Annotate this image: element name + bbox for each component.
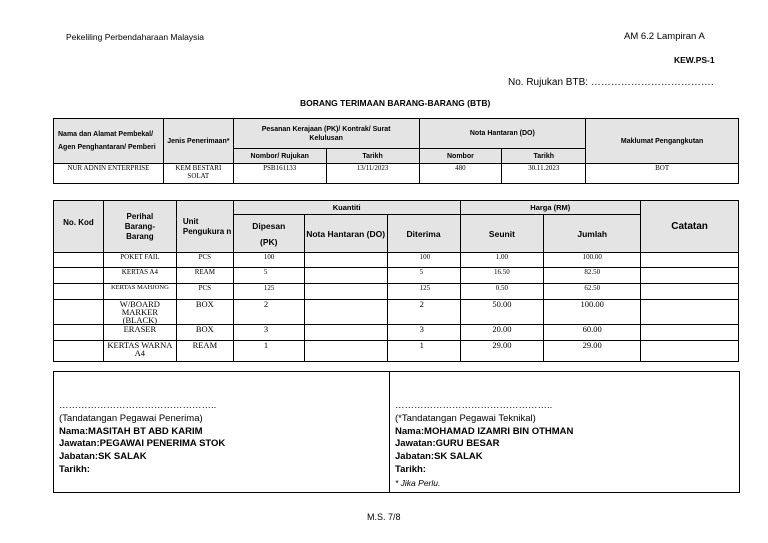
technical-nama: Nama:MOHAMAD IZAMRI BIN OTHMAN [395,425,574,437]
pk-tarikh-value: 13/11/2023 [326,164,419,184]
catatan-cell [641,300,739,325]
kod-cell [54,300,104,325]
perihal-cell: KERTAS MAHJONG [103,284,176,300]
header-unit: Unit Pengukura n [176,201,233,253]
dipesan-cell: 125 [233,284,304,300]
header-tarikh-pk: Tarikh [326,149,419,164]
perihal-cell: KERTAS WARNA A4 [103,341,176,362]
unit-cell: BOX [176,300,233,325]
signature-box [53,371,740,493]
header-jenis-penerimaan: Jenis Penerimaan* [163,119,233,164]
catatan-cell [641,284,739,300]
jumlah-cell: 29.00 [544,341,641,362]
diterima-cell: 2 [387,300,460,325]
header-nota-do: Nota Hantaran (DO) [304,215,387,253]
unit-cell: BOX [176,325,233,341]
unit-cell: REAM [176,341,233,362]
supplier-name: NUR ADNIN ENTERPRISE [54,164,164,184]
diterima-cell: 100 [387,253,460,268]
catatan-cell [641,253,739,268]
items-table [53,200,739,362]
header-seunit: Seunit [460,215,544,253]
header-tarikh-do: Tarikh [502,149,586,164]
dipesan-cell: 5 [233,268,304,284]
technical-jawatan: Jawatan:GURU BESAR [395,438,500,450]
diterima-cell: 5 [387,268,460,284]
table-row [54,341,739,362]
nota-cell [304,253,387,268]
header-perihal: Perihal Barang-Barang [103,201,176,253]
jumlah-cell: 100.00 [544,253,641,268]
unit-cell: PCS [176,253,233,268]
jumlah-cell: 82.50 [544,268,641,284]
jenis-penerimaan-value: KEM BESTARI SOLAT [163,164,233,184]
technical-tarikh: Tarikh: [395,463,426,475]
header-dipesan-pk: (PK) [260,236,278,247]
seunit-cell: 1.00 [460,253,544,268]
header-right-text: AM 6.2 Lampiran A [624,31,705,42]
diterima-cell: 3 [387,325,460,341]
catatan-cell [641,341,739,362]
seunit-cell: 50.00 [460,300,544,325]
table-row [54,268,739,284]
technical-caption: (*Tandatangan Pegawai Teknikal) [395,412,536,424]
nota-cell [304,325,387,341]
header-dipesan [233,215,304,253]
jumlah-cell: 100.00 [544,300,641,325]
supplier-table [53,118,739,184]
maklumat-value: BOT [586,164,739,184]
technical-signature-block [395,400,735,490]
nota-cell [304,284,387,300]
dipesan-cell: 100 [233,253,304,268]
header-catatan: Catatan [641,201,739,253]
header-dipesan-label: Dipesan [252,220,286,231]
kod-cell [54,341,104,362]
pk-rujukan-value: PSB161133 [233,164,326,184]
header-jumlah: Jumlah [544,215,641,253]
seunit-cell: 29.00 [460,341,544,362]
table-row [54,325,739,341]
catatan-cell [641,325,739,341]
header-maklumat: Maklumat Pengangkutan [586,119,739,164]
nota-cell [304,341,387,362]
table-row [54,253,739,268]
jumlah-cell: 60.00 [544,325,641,341]
table-row [54,300,739,325]
receiver-jawatan: Jawatan:PEGAWAI PENERIMA STOK [59,438,226,450]
header-pesanan: Pesanan Kerajaan (PK)/ Kontrak/ Surat Kelulusan [233,119,419,149]
technical-signature-line: ………………………………………….. [395,400,553,411]
diterima-cell: 125 [387,284,460,300]
header-nombor-do: Nombor [419,149,502,164]
perihal-cell: KERTAS A4 [103,268,176,284]
header-left-text: Pekeliling Perbendaharaan Malaysia [66,32,204,42]
header-nota-hantaran: Nota Hantaran (DO) [419,119,586,149]
seunit-cell: 20.00 [460,325,544,341]
page-number: M.S. 7/8 [367,512,401,522]
header-nombor-rujukan: Nombor/ Rujukan [233,149,326,164]
unit-cell: PCS [176,284,233,300]
perihal-cell: W/BOARD MARKER (BLACK) [103,300,176,325]
receiver-tarikh: Tarikh: [59,463,90,475]
technical-note: * Jika Perlu. [395,477,441,488]
nota-cell [304,300,387,325]
jumlah-cell: 62.50 [544,284,641,300]
catatan-cell [641,268,739,284]
signature-divider [389,372,390,492]
header-supplier: Nama dan Alamat Pembekal/ Agen Penghantaran/ Pemberi [54,119,164,164]
receiver-signature-block [59,400,384,477]
ref-number-label: No. Rujukan BTB: ………………………………. [508,77,714,88]
dipesan-cell: 2 [233,300,304,325]
form-title: BORANG TERIMAAN BARANG-BARANG (BTB) [300,98,491,108]
header-kuantiti: Kuantiti [233,201,460,215]
technical-jabatan: Jabatan:SK SALAK [395,451,483,463]
form-code: KEW.PS-1 [674,55,715,65]
perihal-cell: POKET FAIL [103,253,176,268]
seunit-cell: 16.50 [460,268,544,284]
diterima-cell: 1 [387,341,460,362]
receiver-signature-line: ………………………………………….. [59,400,217,411]
kod-cell [54,325,104,341]
kod-cell [54,284,104,300]
perihal-cell: ERASER [103,325,176,341]
header-no-kod: No. Kod [54,201,104,253]
kod-cell [54,268,104,284]
unit-cell: REAM [176,268,233,284]
seunit-cell: 0.50 [460,284,544,300]
do-tarikh-value: 30.11.2023 [502,164,586,184]
dipesan-cell: 1 [233,341,304,362]
table-row [54,284,739,300]
do-nombor-value: 480 [419,164,502,184]
kod-cell [54,253,104,268]
header-harga: Harga (RM) [460,201,641,215]
header-diterima: Diterima [387,215,460,253]
nota-cell [304,268,387,284]
dipesan-cell: 3 [233,325,304,341]
receiver-nama: Nama:MASITAH BT ABD KARIM [59,425,203,437]
receiver-caption: (Tandatangan Pegawai Penerima) [59,412,203,424]
receiver-jabatan: Jabatan:SK SALAK [59,451,147,463]
